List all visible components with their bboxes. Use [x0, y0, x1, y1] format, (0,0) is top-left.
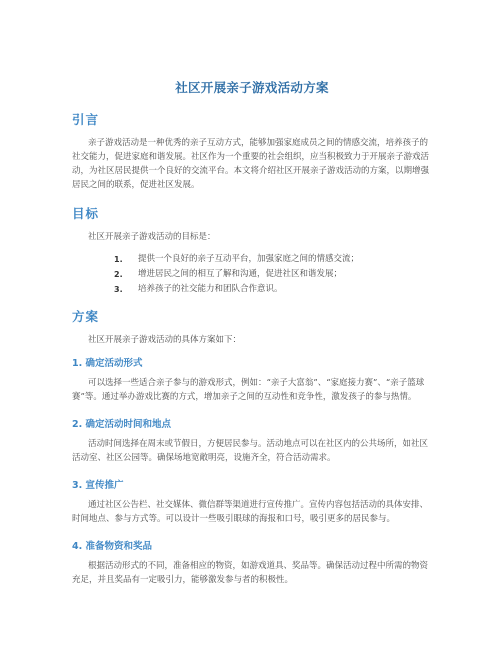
goals-heading: 目标	[72, 206, 100, 221]
list-item-number: 1.	[114, 255, 123, 264]
goals-list	[72, 252, 432, 297]
step-heading-supplies-prizes: 4. 准备物资和奖品	[72, 541, 153, 552]
list-item	[114, 252, 432, 267]
plan-lead: 社区开展亲子游戏活动的具体方案如下：	[88, 335, 242, 345]
list-item-text: 培养孩子的社交能力和团队合作意识。	[138, 284, 283, 294]
list-item-number: 3.	[114, 285, 123, 294]
intro-section	[72, 110, 432, 192]
list-item-text: 提供一个良好的亲子互动平台，加强家庭之间的情感交流；	[138, 254, 360, 264]
list-item	[114, 267, 432, 282]
list-item	[114, 282, 432, 297]
intro-heading: 引言	[72, 112, 100, 127]
goals-section	[72, 204, 432, 297]
step-heading-promotion: 3. 宣传推广	[72, 480, 124, 491]
step-paragraph-supplies-prizes: 根据活动形式的不同，准备相应的物资，如游戏道具、奖品等。确保活动过程中所需的物资充足，并且奖品有一定吸引力，能够激发参与者的积极性。	[72, 561, 429, 585]
plan-section	[72, 307, 432, 587]
list-item-text: 增进居民之间的相互了解和沟通，促进社区和谐发展；	[138, 269, 343, 279]
step-paragraph-activity-form: 可以选择一些适合亲子参与的游戏形式，例如：“亲子大富翁”、“家庭接力赛”、“亲子篮球赛”等。通过举办游戏比赛的方式，增加亲子之间的互动性和竞争性，激发孩子的参与热情。	[72, 378, 425, 402]
intro-paragraph: 亲子游戏活动是一种优秀的亲子互动方式，能够加强家庭成员之间的情感交流，培养孩子的社交能力，促进家庭和谐发展。社区作为一个重要的社会组织，应当积极致力于开展亲子游戏活动，为社区居民提供一个良好的交流平台。本文将介绍社区开展亲子游戏活动的方案，以期增强居民之间的联系，促进社区发展。	[72, 138, 430, 190]
step-paragraph-time-location: 活动时间选择在周末或节假日，方便居民参与。活动地点可以在社区内的公共场所，如社区活动室、社区公园等。确保场地宽敞明亮，设施齐全，符合活动需求。	[72, 439, 429, 463]
plan-heading: 方案	[72, 309, 100, 324]
list-item-number: 2.	[114, 270, 123, 279]
goals-lead: 社区开展亲子游戏活动的目标是：	[88, 232, 216, 242]
step-heading-time-location: 2. 确定活动时间和地点	[72, 419, 172, 430]
document-title: 社区开展亲子游戏活动方案	[175, 80, 329, 95]
step-heading-activity-form: 1. 确定活动形式	[72, 358, 143, 369]
step-paragraph-promotion: 通过社区公告栏、社交媒体、微信群等渠道进行宣传推广。宣传内容包括活动的具体安排、时间地点、参与方式等。可以设计一些吸引眼球的海报和口号，吸引更多的居民参与。	[72, 500, 429, 524]
